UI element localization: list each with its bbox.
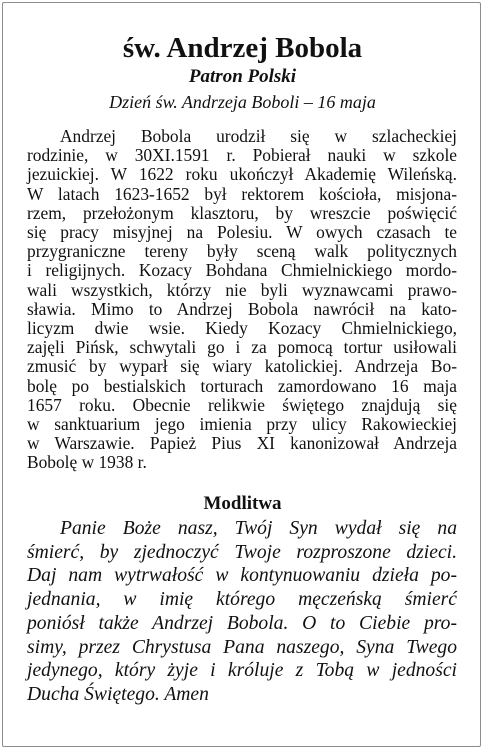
biography-line: w sanktuarium jego imienia przy ulicy Rakowieckiej	[27, 414, 457, 435]
patron-subtitle: Patron Polski	[188, 66, 297, 87]
biography-line: i religijnych. Kozacy Bohdana Chmielnickiego mordo-	[27, 260, 457, 281]
biography-line: przygraniczne tereny były sceną walk politycznych	[27, 241, 457, 262]
biography-line: wali wszystkich, którzy nie byli wyznawcami prawo-	[27, 279, 457, 300]
prayer-line: jedynego, który żyje i króluje z Tobą w jedności	[27, 660, 457, 682]
feast-day: Dzień św. Andrzeja Boboli – 16 maja	[109, 92, 376, 112]
prayer-line: Daj nam wytrwałość w kontynuowaniu dzieła po-	[27, 565, 457, 587]
prayer-line: simy, przez Chrystusa Pana naszego, Syna Twego	[27, 636, 457, 658]
biography-line: W latach 1623-1652 był rektorem kościoła, misjona-	[27, 183, 457, 204]
biography-line: w Warszawie. Papież Pius XI kanonizował Andrzeja	[27, 433, 457, 454]
biography-line: rodzinie, w 30XI.1591 r. Pobierał nauki w szkole	[27, 145, 457, 166]
biography-line: jezuickiej. W 1622 roku ukończył Akademię Wileńską.	[27, 164, 457, 185]
biography-line: sławia. Mimo to Andrzej Bobola nawrócił na kato-	[27, 298, 457, 319]
prayer-line: Panie Boże nasz, Twój Syn wydał się na	[60, 518, 457, 539]
biography-line: rzem, przełożonym klasztoru, by wreszcie poświęcić	[27, 202, 457, 223]
prayer-line: poniósł także Andrzej Bobola. O to Ciebie pro-	[27, 612, 457, 634]
saint-title: św. Andrzej Bobola	[122, 32, 363, 64]
biography-line: Andrzej Bobola urodził się w szlacheckiej	[60, 126, 457, 146]
prayer-line: Ducha Świętego. Amen	[27, 683, 209, 705]
prayer-line: śmierć, by zjednoczyć Twoje rozproszone dzieci.	[27, 541, 457, 563]
biography-text	[27, 127, 457, 473]
biography-line: zajęli Pińsk, schwytali go i za pomocą tortur usiłowali	[27, 337, 457, 358]
biography-line: zmusić by wyparł się wiary katolickiej. Andrzeja Bo-	[27, 356, 457, 377]
biography-line: licyzm dwie wsie. Kiedy Kozacy Chmielnickiego,	[27, 318, 457, 339]
prayer-line: jednania, w imię którego męczeńską śmierć	[27, 589, 457, 611]
biography-line: Bobolę w 1938 r.	[27, 452, 147, 473]
biography-line: się pracy misyjnej na Polesiu. W owych czasach te	[27, 222, 457, 243]
biography-line: 1657 roku. Obecnie relikwie świętego znajdują się	[27, 394, 457, 415]
prayer-text	[27, 517, 457, 707]
biography-line: bolę po bestialskich torturach zamordowano 16 maja	[27, 375, 457, 396]
prayer-heading: Modlitwa	[203, 493, 282, 514]
